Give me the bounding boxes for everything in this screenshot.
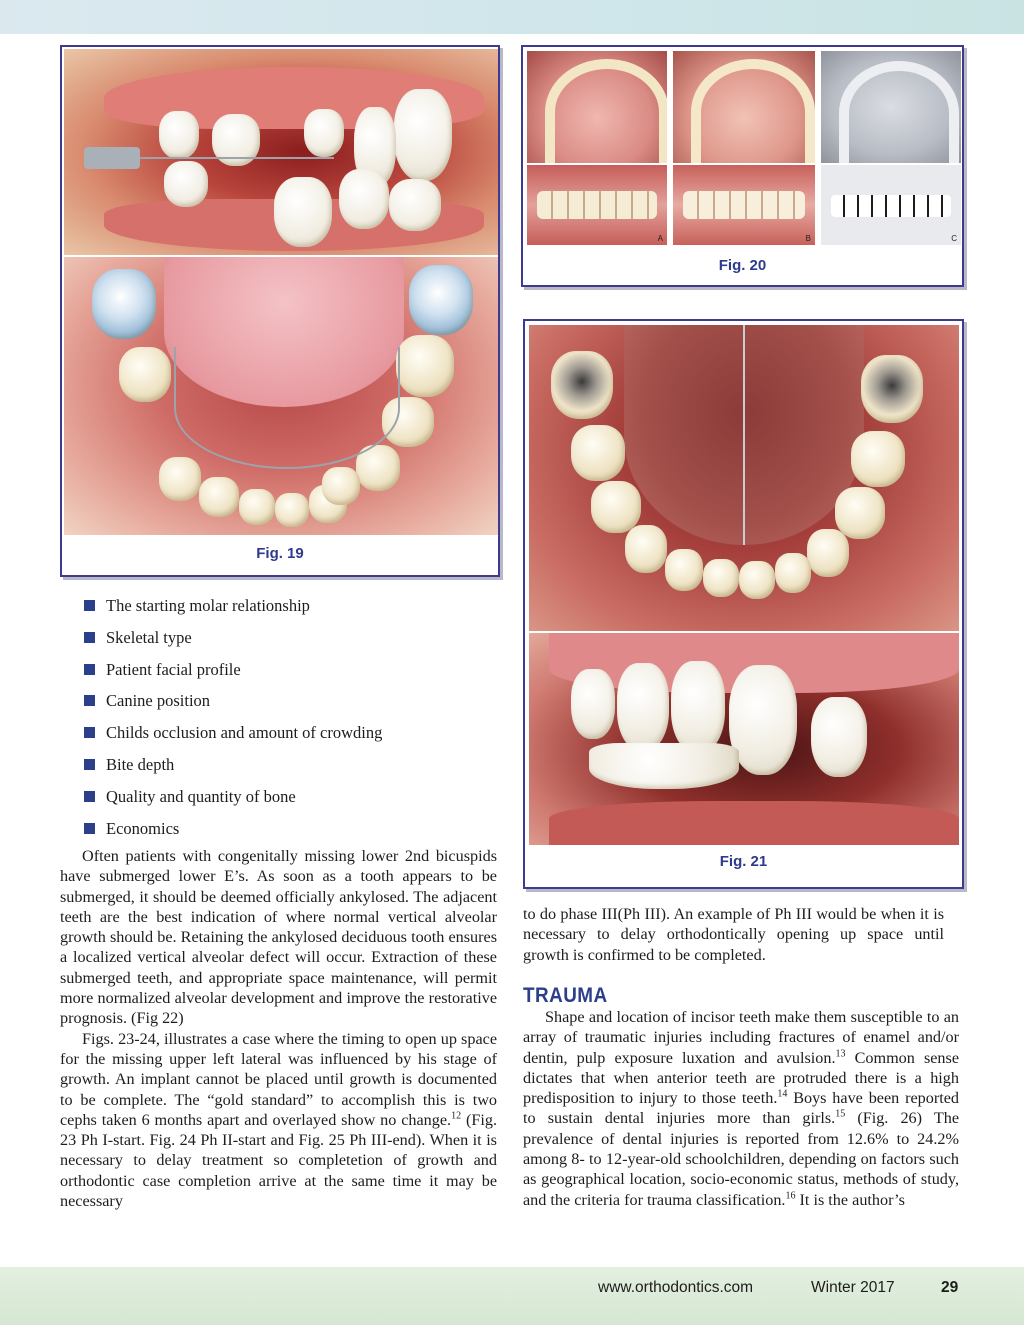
reference-14: 14 <box>777 1088 788 1100</box>
list-item: Childs occlusion and amount of crowding <box>84 723 382 755</box>
figure-20 <box>521 45 964 287</box>
fig20-panel-a-upper <box>527 51 667 163</box>
bullet-square-icon <box>84 791 95 802</box>
fig20-label-c: C <box>951 234 957 243</box>
paragraph-phase-three: to do phase III(Ph III). An example of Ph III would be when it is necessary to delay orthodontically opening up space until growth is confirmed to be completed. <box>523 905 944 964</box>
section-heading-trauma: TRAUMA <box>523 984 608 1007</box>
bullet-square-icon <box>84 664 95 675</box>
list-item: Canine position <box>84 691 382 723</box>
fig20-label-b: B <box>805 234 811 243</box>
bullet-square-icon <box>84 759 95 770</box>
bullet-square-icon <box>84 727 95 738</box>
fig20-caption: Fig. 20 <box>718 257 767 274</box>
list-item: Bite depth <box>84 755 382 787</box>
bullet-square-icon <box>84 823 95 834</box>
list-item: Quality and quantity of bone <box>84 787 382 819</box>
figure-21 <box>523 319 964 889</box>
list-item: The starting molar relationship <box>84 596 382 628</box>
paragraph-submerged-teeth: Often patients with congenitally missing lower 2nd bicuspids have submerged lower E’s. As soon as a tooth appears to be submerged, it should be deemed officially ankylosed. The adjacent teeth are the best indication of where normal vertical alveolar growth should be. Retaining the ankylosed deciduous tooth ensures a localized vertical alveolar defect will occur. Extraction of these submerged teeth, and appropriate space maintenance, will permit more normalized alveolar development and improve the restorative prognosis. (Fig 22) <box>60 847 497 1028</box>
reference-12: 12 <box>451 1110 462 1122</box>
fig21-caption: Fig. 21 <box>719 853 768 870</box>
reference-13: 13 <box>835 1048 846 1060</box>
fig20-panel-b-upper <box>673 51 815 163</box>
paragraph-trauma: Shape and location of incisor teeth make them susceptible to an array of traumatic injuries including fractures of enamel and/or dentin, pulp exposure luxation and avulsion.$^{13}$ Common sense dictates that when anterior teeth are protruded there is a high predisposition to injury to those teeth.$^{14}$ Boys have been reported to sustain dental injuries more than girls.$^{15}$ (Fig. 26) The prevalence of dental injuries is reported from 12.6% to 24.2% among 8- to 12-year-old schoolchildren, depending on factors such as geographical location, socio-economic status, methods of study, and the criteria for trauma classification.$^{16}$ It is the author’s <box>523 1008 960 1209</box>
factors-bullet-list <box>84 596 382 850</box>
bullet-square-icon <box>84 695 95 706</box>
list-item: Skeletal type <box>84 628 382 660</box>
right-column-trauma-text <box>523 1007 959 1210</box>
list-item: Economics <box>84 819 382 851</box>
footer-page-number: 29 <box>941 1279 959 1296</box>
fig20-panel-a-lower <box>527 165 667 245</box>
fig19-lower-arch-photo <box>64 257 498 535</box>
fig21-anterior-teeth-photo <box>529 633 959 845</box>
fig19-lateral-bite-photo <box>64 49 498 255</box>
bullet-square-icon <box>84 632 95 643</box>
fig20-panel-c-lower-model <box>821 165 961 245</box>
reference-16: 16 <box>785 1190 796 1202</box>
fig20-panel-c-upper-model <box>821 51 961 163</box>
paragraph-growth-timing: Figs. 23-24, illustrates a case where the timing to open up space for the missing upper left lateral was influenced by his stage of growth. An implant cannot be placed until growth is documented to be complete. The “gold standard” to accomplish this is two cephs taken 6 months apart and overlayed show no change.$^{12}$ (Fig. 23 Ph I-start. Fig. 24 Ph II-start and Fig. 25 Ph III-end). When it is necessary to delay treatment so completetion of growth and orthodontic case completion arrive at the same time it may be necessary <box>60 1029 497 1211</box>
figure-19 <box>60 45 500 577</box>
bullet-square-icon <box>84 600 95 611</box>
top-decorative-band <box>0 0 1024 34</box>
reference-15: 15 <box>835 1109 846 1121</box>
left-column-text <box>60 846 497 1211</box>
list-item: Patient facial profile <box>84 660 382 692</box>
footer-website-link[interactable]: www.orthodontics.com <box>598 1279 754 1296</box>
footer-issue: Winter 2017 <box>811 1279 895 1296</box>
fig20-label-a: A <box>657 234 663 243</box>
fig21-lower-arch-photo <box>529 325 959 631</box>
right-column-continuation <box>523 904 944 965</box>
fig20-panel-b-lower <box>673 165 815 245</box>
fig19-caption: Fig. 19 <box>256 545 304 562</box>
